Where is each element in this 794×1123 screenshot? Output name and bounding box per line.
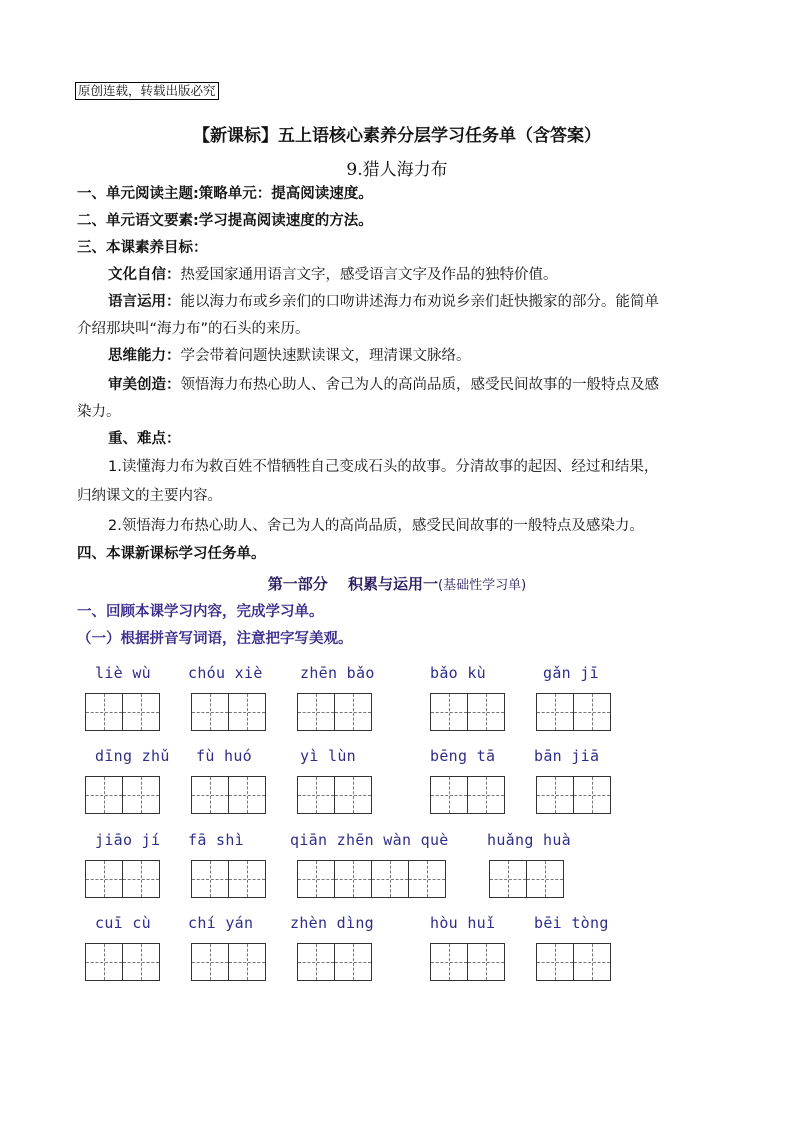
writing-boxes[interactable] (536, 693, 610, 731)
section-unit-theme: 一、单元阅读主题:策略单元：提高阅读速度。 (77, 186, 373, 202)
pinyin-word: cuī cù (95, 914, 151, 932)
pinyin-word: bān jiā (534, 747, 600, 765)
goal-language (108, 292, 758, 312)
pinyin-word: dīng zhǔ (95, 747, 170, 765)
part-one-heading (0, 573, 794, 594)
part-one-note: (基础性学习单) (438, 578, 527, 593)
goal-aesthetic-cont: 染力。 (77, 404, 121, 420)
writing-boxes[interactable] (489, 860, 563, 898)
writing-boxes[interactable] (297, 776, 371, 814)
writing-boxes[interactable] (536, 943, 610, 981)
writing-boxes[interactable] (430, 776, 504, 814)
pinyin-word: hòu huǐ (430, 914, 496, 932)
writing-boxes[interactable] (430, 943, 504, 981)
writing-boxes[interactable] (85, 693, 159, 731)
lesson-title: 9.猎人海力布 (346, 160, 448, 180)
goal-thinking-label: 思维能力： (108, 348, 181, 364)
task-review-heading: 一、回顾本课学习内容，完成学习单。 (77, 604, 324, 620)
pinyin-word: bēng tā (430, 747, 496, 765)
goal-aesthetic-text: 领悟海力布热心助人、舍己为人的高尚品质，感受民间故事的一般特点及感 (180, 377, 659, 393)
goal-aesthetic-label: 审美创造： (108, 377, 181, 393)
pinyin-word: yì lùn (300, 747, 356, 765)
goal-language-label: 语言运用： (108, 294, 181, 310)
writing-boxes[interactable] (85, 860, 159, 898)
goal-culture-label: 文化自信： (108, 267, 181, 283)
writing-boxes[interactable] (191, 693, 265, 731)
pinyin-word: bēi tòng (534, 914, 609, 932)
writing-boxes[interactable] (85, 776, 159, 814)
section-unit-element: 二、单元语文要素:学习提高阅读速度的方法。 (77, 213, 373, 229)
writing-boxes-four[interactable] (297, 860, 445, 898)
section-goals-heading: 三、本课素养目标： (77, 240, 208, 256)
pinyin-word: jiāo jí (95, 831, 161, 849)
goal-language-text: 能以海力布或乡亲们的口吻讲述海力布劝说乡亲们赶快搬家的部分。能简单 (180, 294, 659, 310)
writing-boxes[interactable] (191, 943, 265, 981)
key-point-1: 1.读懂海力布为救百姓不惜牺牲自己变成石头的故事。分清故事的起因、经过和结果， (108, 459, 659, 475)
key-points-heading: 重、难点： (108, 431, 181, 447)
section-task-heading: 四、本课新课标学习任务单。 (77, 546, 266, 562)
part-one-title: 第一部分 积累与运用一 (267, 575, 439, 593)
task-pinyin-instruction: （一）根据拼音写词语，注意把字写美观。 (77, 631, 353, 647)
writing-boxes[interactable] (297, 943, 371, 981)
document-title: 【新课标】五上语核心素养分层学习任务单（含答案） (193, 126, 601, 146)
pinyin-word: chóu xiè (188, 664, 263, 682)
pinyin-word: qiān zhēn wàn què (290, 831, 449, 849)
copyright-stamp: 原创连载，转载出版必究 (75, 82, 219, 100)
pinyin-word: fā shì (188, 831, 244, 849)
goal-aesthetic (108, 375, 758, 395)
writing-boxes[interactable] (297, 693, 371, 731)
pinyin-word: gǎn jī (543, 664, 599, 682)
key-point-2: 2.领悟海力布热心助人、舍己为人的高尚品质，感受民间故事的一般特点及感染力。 (108, 518, 644, 534)
pinyin-word: zhēn bǎo (300, 664, 375, 682)
pinyin-word: liè wù (95, 664, 151, 682)
goal-thinking (108, 346, 758, 366)
goal-culture-text: 热爱国家通用语言文字，感受语言文字及作品的独特价值。 (180, 267, 558, 283)
goal-culture (108, 265, 758, 285)
writing-boxes[interactable] (430, 693, 504, 731)
goal-language-cont: 介绍那块叫“海力布”的石头的来历。 (77, 321, 310, 337)
pinyin-word: fù huó (196, 747, 252, 765)
pinyin-word: zhèn dìng (290, 914, 374, 932)
writing-boxes[interactable] (191, 776, 265, 814)
writing-boxes[interactable] (536, 776, 610, 814)
pinyin-word: chí yán (188, 914, 254, 932)
key-point-1-cont: 归纳课文的主要内容。 (77, 488, 222, 504)
writing-boxes[interactable] (191, 860, 265, 898)
goal-thinking-text: 学会带着问题快速默读课文，理清课文脉络。 (180, 348, 471, 364)
pinyin-word: bǎo kù (430, 664, 486, 682)
pinyin-word: huǎng huà (487, 831, 571, 849)
writing-boxes[interactable] (85, 943, 159, 981)
